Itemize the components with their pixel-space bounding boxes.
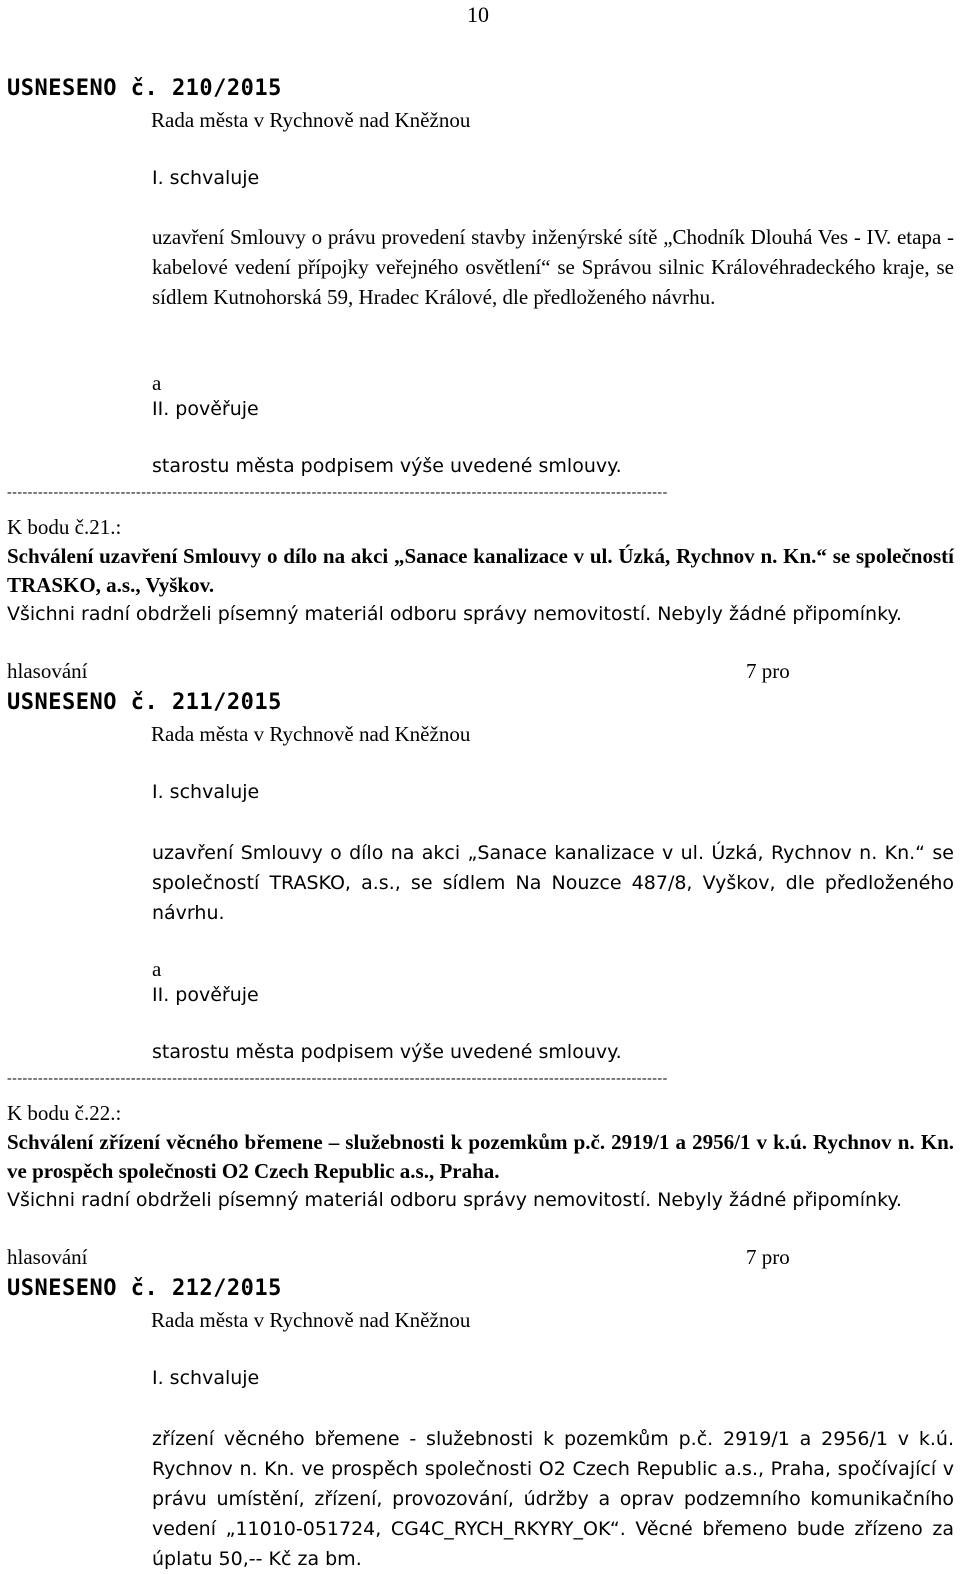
item-text: uzavření Smlouvy o dílo na akci „Sanace kanalizace v ul. Úzká, Rychnov n. Kn.“ se společností TRASKO, a.s., se sídlem Na Nouzce 487/8, Vyškov, dle předloženého návrhu. — [152, 842, 954, 924]
council-name: Rada města v Rychnově nad Kněžnou — [151, 108, 471, 132]
item-label-approves: I. schvaluje — [152, 781, 260, 803]
separator: -------------------------------------------------------------------------------------------------------------------------------- — [7, 486, 668, 500]
resolution-heading: USNESENO č. 210/2015 — [7, 76, 282, 101]
resolution-heading: USNESENO č. 211/2015 — [7, 690, 282, 715]
connector: a — [152, 957, 162, 981]
item-text: zřízení věcného břemene - služebnosti k pozemkům p.č. 2919/1 a 2956/1 v k.ú. Rychnov n. Kn. ve prospěch společnosti O2 Czech Republic a.s., Praha, spočívající v právu umístění, zřízení, provozování, údržby a oprav podzemního komunikačního vedení „11010-051724, CG4C_RYCH_RKYRY_OK“. Věcné břemeno bude zřízeno za úplatu 50,-- Kč za bm. — [152, 1428, 954, 1570]
item-label-approves: I. schvaluje — [152, 167, 260, 189]
connector: a — [152, 371, 162, 395]
page-number: 10 — [467, 2, 489, 27]
agenda-label: K bodu č.21.: — [7, 515, 122, 539]
vote-value: 7 pro — [746, 1245, 790, 1269]
item-text: starostu města podpisem výše uvedené smlouvy. — [152, 455, 622, 477]
info-text: Všichni radní obdrželi písemný materiál odboru správy nemovitostí. Nebyly žádné připomínky. — [7, 1189, 902, 1211]
agenda-label: K bodu č.22.: — [7, 1101, 122, 1125]
item-text: starostu města podpisem výše uvedené smlouvy. — [152, 1041, 622, 1063]
separator: -------------------------------------------------------------------------------------------------------------------------------- — [7, 1072, 668, 1086]
agenda-title: Schválení uzavření Smlouvy o dílo na akci „Sanace kanalizace v ul. Úzká, Rychnov n. Kn.“ se společností TRASKO, a.s., Vyškov. — [7, 544, 954, 597]
resolution-heading: USNESENO č. 212/2015 — [7, 1276, 282, 1301]
council-name: Rada města v Rychnově nad Kněžnou — [151, 1308, 471, 1332]
council-name: Rada města v Rychnově nad Kněžnou — [151, 722, 471, 746]
item-label-approves: I. schvaluje — [152, 1367, 260, 1389]
vote-label: hlasování — [7, 1245, 88, 1269]
vote-label: hlasování — [7, 659, 88, 683]
item-text: uzavření Smlouvy o právu provedení stavby inženýrské sítě „Chodník Dlouhá Ves - IV. etapa - kabelové vedení přípojky veřejného osvětlení“ se Správou silnic Královéhradeckého kraje, se sídlem Kutnohorská 59, Hradec Králové, dle předloženého návrhu. — [152, 225, 954, 309]
info-text: Všichni radní obdrželi písemný materiál odboru správy nemovitostí. Nebyly žádné připomínky. — [7, 603, 902, 625]
item-label-authorizes: II. pověřuje — [152, 984, 259, 1006]
item-label-authorizes: II. pověřuje — [152, 398, 259, 420]
agenda-title: Schválení zřízení věcného břemene – služebnosti k pozemkům p.č. 2919/1 a 2956/1 v k.ú. Rychnov n. Kn. ve prospěch společnosti O2 Czech Republic a.s., Praha. — [7, 1130, 954, 1183]
vote-value: 7 pro — [746, 659, 790, 683]
